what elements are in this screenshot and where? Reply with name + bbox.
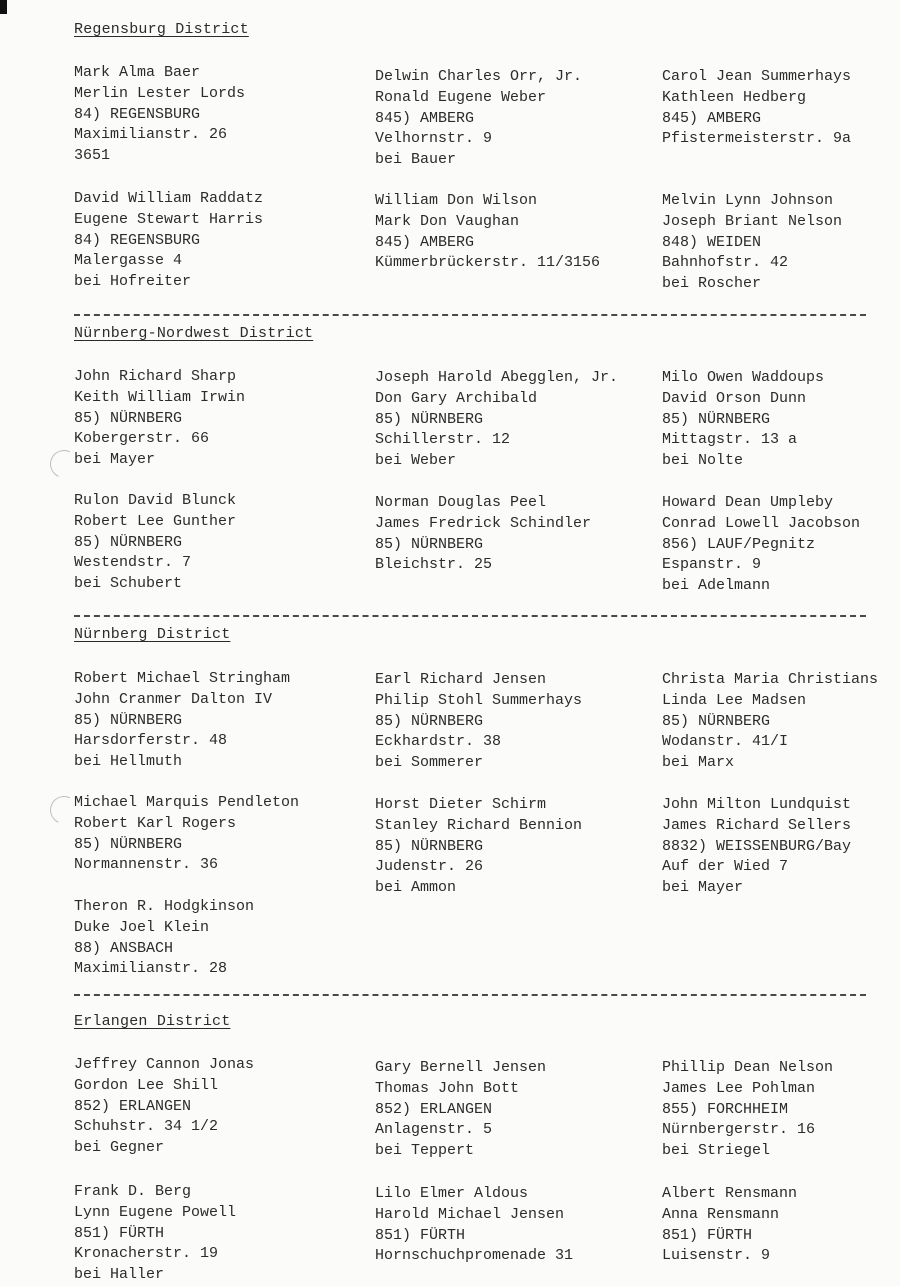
entry-line: Carol Jean Summerhays (662, 68, 852, 85)
address-entry (74, 1182, 236, 1286)
section-divider (74, 615, 866, 617)
address-entry (375, 67, 582, 171)
entry-line: 852) ERLANGEN (74, 1097, 192, 1115)
entry-line: 855) FORCHHEIM (662, 1100, 789, 1118)
section-title: Nürnberg-Nordwest District (74, 325, 314, 342)
entry-line: 845) AMBERG (375, 233, 475, 251)
entry-line: 88) ANSBACH (74, 939, 174, 957)
entry-line: Pfistermeisterstr. 9a (662, 130, 852, 148)
entry-line: Velhornstr. 9 (375, 130, 493, 148)
entry-line: 85) NÜRNBERG (662, 712, 771, 730)
entry-line: Mittagstr. 13 a (662, 431, 798, 449)
entry-line: Duke Joel Klein (74, 918, 210, 936)
entry-line: Robert Karl Rogers (74, 814, 237, 832)
entry-line: 852) ERLANGEN (375, 1100, 493, 1118)
entry-line: Milo Owen Waddoups (662, 369, 825, 386)
entry-line: Melvin Lynn Johnson (662, 192, 834, 209)
entry-line: John Cranmer Dalton IV (74, 690, 273, 708)
entry-line: bei Schubert (74, 575, 183, 593)
address-entry (375, 493, 591, 576)
entry-line: bei Weber (375, 452, 457, 470)
entry-line: Robert Michael Stringham (74, 670, 291, 687)
entry-line: Auf der Wied 7 (662, 858, 789, 876)
entry-line: Theron R. Hodgkinson (74, 898, 255, 915)
entry-line: bei Mayer (74, 451, 156, 469)
address-entry (662, 1184, 797, 1267)
address-entry (662, 795, 851, 899)
entry-line: Joseph Briant Nelson (662, 212, 843, 230)
entry-line: 845) AMBERG (662, 109, 762, 127)
entry-line: 851) FÜRTH (375, 1226, 466, 1244)
entry-line: Stanley Richard Bennion (375, 816, 583, 834)
address-entry (375, 191, 600, 274)
address-entry (375, 368, 618, 472)
entry-line: Anna Rensmann (662, 1205, 780, 1223)
entry-line: 85) NÜRNBERG (74, 711, 183, 729)
entry-line: Norman Douglas Peel (375, 494, 547, 511)
entry-line: 845) AMBERG (375, 109, 475, 127)
entry-line: Howard Dean Umpleby (662, 494, 834, 511)
entry-line: Kobergerstr. 66 (74, 430, 210, 448)
address-entry (662, 670, 878, 774)
address-entry (74, 1055, 254, 1159)
address-entry (74, 491, 236, 595)
entry-line: Philip Stohl Summerhays (375, 691, 583, 709)
entry-line: Espanstr. 9 (662, 556, 762, 574)
entry-line: David William Raddatz (74, 190, 264, 207)
address-entry (74, 669, 290, 773)
entry-line: Normannenstr. 36 (74, 856, 219, 874)
entry-line: 85) NÜRNBERG (375, 837, 484, 855)
entry-line: Lilo Elmer Aldous (375, 1185, 529, 1202)
entry-line: Eckhardstr. 38 (375, 733, 502, 751)
entry-line: Maximilianstr. 26 (74, 126, 228, 144)
entry-line: David Orson Dunn (662, 389, 807, 407)
entry-line: Judenstr. 26 (375, 858, 484, 876)
entry-line: 851) FÜRTH (662, 1226, 753, 1244)
entry-line: Kathleen Hedberg (662, 88, 807, 106)
entry-line: Linda Lee Madsen (662, 691, 807, 709)
entry-line: 851) FÜRTH (74, 1224, 165, 1242)
entry-line: Albert Rensmann (662, 1185, 798, 1202)
entry-line: bei Hellmuth (74, 753, 183, 771)
entry-line: 84) REGENSBURG (74, 105, 201, 123)
entry-line: Gordon Lee Shill (74, 1076, 219, 1094)
corner-mark (0, 0, 7, 14)
entry-line: Horst Dieter Schirm (375, 796, 547, 813)
entry-line: James Lee Pohlman (662, 1079, 816, 1097)
entry-line: Westendstr. 7 (74, 554, 192, 572)
entry-line: bei Roscher (662, 275, 762, 293)
entry-line: Merlin Lester Lords (74, 84, 246, 102)
entry-line: John Milton Lundquist (662, 796, 852, 813)
entry-line: Harold Michael Jensen (375, 1205, 565, 1223)
entry-line: Bahnhofstr. 42 (662, 254, 789, 272)
entry-line: Harsdorferstr. 48 (74, 732, 228, 750)
entry-line: Michael Marquis Pendleton (74, 794, 300, 811)
entry-line: 85) NÜRNBERG (74, 409, 183, 427)
address-entry (662, 191, 842, 295)
section-divider (74, 994, 866, 996)
entry-line: Conrad Lowell Jacobson (662, 514, 861, 532)
entry-line: Nürnbergerstr. 16 (662, 1121, 816, 1139)
entry-line: bei Adelmann (662, 577, 771, 595)
address-entry (74, 793, 299, 876)
entry-line: Don Gary Archibald (375, 389, 538, 407)
address-entry (74, 367, 245, 471)
entry-line: bei Mayer (662, 879, 744, 897)
entry-line: 85) NÜRNBERG (375, 535, 484, 553)
entry-line: Robert Lee Gunther (74, 512, 237, 530)
entry-line: bei Gegner (74, 1139, 165, 1157)
entry-line: Frank D. Berg (74, 1183, 192, 1200)
entry-line: 85) NÜRNBERG (375, 712, 484, 730)
address-entry (662, 493, 860, 597)
entry-line: Luisenstr. 9 (662, 1247, 771, 1265)
entry-line: 8832) WEISSENBURG/Bay (662, 837, 852, 855)
entry-line: Bleichstr. 25 (375, 556, 493, 574)
entry-line: Rulon David Blunck (74, 492, 237, 509)
address-entry (74, 63, 245, 167)
entry-line: Wodanstr. 41/I (662, 733, 789, 751)
section-title: Nürnberg District (74, 626, 231, 643)
entry-line: bei Hofreiter (74, 273, 192, 291)
entry-line: William Don Wilson (375, 192, 538, 209)
entry-line: bei Bauer (375, 151, 457, 169)
entry-line: Maximilianstr. 28 (74, 960, 228, 978)
entry-line: 85) NÜRNBERG (375, 410, 484, 428)
entry-line: 85) NÜRNBERG (74, 533, 183, 551)
entry-line: Ronald Eugene Weber (375, 88, 547, 106)
entry-line: 85) NÜRNBERG (74, 835, 183, 853)
entry-line: Schillerstr. 12 (375, 431, 511, 449)
address-entry (662, 67, 851, 150)
entry-line: Jeffrey Cannon Jonas (74, 1056, 255, 1073)
entry-line: Thomas John Bott (375, 1079, 520, 1097)
section-title: Regensburg District (74, 21, 249, 38)
entry-line: Malergasse 4 (74, 252, 183, 270)
entry-line: bei Nolte (662, 452, 744, 470)
entry-line: Mark Alma Baer (74, 64, 201, 81)
entry-line: bei Teppert (375, 1142, 475, 1160)
entry-line: Kümmerbrückerstr. 11/3156 (375, 254, 601, 272)
section-title: Erlangen District (74, 1013, 231, 1030)
entry-line: Lynn Eugene Powell (74, 1203, 237, 1221)
entry-line: 856) LAUF/Pegnitz (662, 535, 816, 553)
entry-line: Kronacherstr. 19 (74, 1245, 219, 1263)
address-entry (375, 795, 582, 899)
address-entry (375, 670, 582, 774)
section-divider (74, 314, 866, 316)
entry-line: Hornschuchpromenade 31 (375, 1247, 574, 1265)
entry-line: bei Sommerer (375, 754, 484, 772)
entry-line: Mark Don Vaughan (375, 212, 520, 230)
address-entry (662, 1058, 833, 1162)
address-entry (74, 189, 263, 293)
entry-line: Earl Richard Jensen (375, 671, 547, 688)
entry-line: John Richard Sharp (74, 368, 237, 385)
entry-line: 848) WEIDEN (662, 233, 762, 251)
entry-line: bei Striegel (662, 1142, 771, 1160)
entry-line: bei Haller (74, 1266, 165, 1284)
address-entry (375, 1058, 546, 1162)
entry-line: 85) NÜRNBERG (662, 410, 771, 428)
entry-line: Keith William Irwin (74, 388, 246, 406)
entry-line: James Richard Sellers (662, 816, 852, 834)
address-entry (375, 1184, 573, 1267)
entry-line: bei Marx (662, 754, 735, 772)
entry-line: 84) REGENSBURG (74, 231, 201, 249)
entry-line: bei Ammon (375, 879, 457, 897)
entry-line: Eugene Stewart Harris (74, 210, 264, 228)
entry-line: Gary Bernell Jensen (375, 1059, 547, 1076)
entry-line: Christa Maria Christians (662, 671, 879, 688)
entry-line: Schuhstr. 34 1/2 (74, 1118, 219, 1136)
entry-line: Delwin Charles Orr, Jr. (375, 68, 583, 85)
entry-line: Phillip Dean Nelson (662, 1059, 834, 1076)
entry-line: 3651 (74, 147, 111, 165)
address-entry (74, 897, 254, 980)
entry-line: Joseph Harold Abegglen, Jr. (375, 369, 619, 386)
address-entry (662, 368, 824, 472)
entry-line: James Fredrick Schindler (375, 514, 592, 532)
entry-line: Anlagenstr. 5 (375, 1121, 493, 1139)
